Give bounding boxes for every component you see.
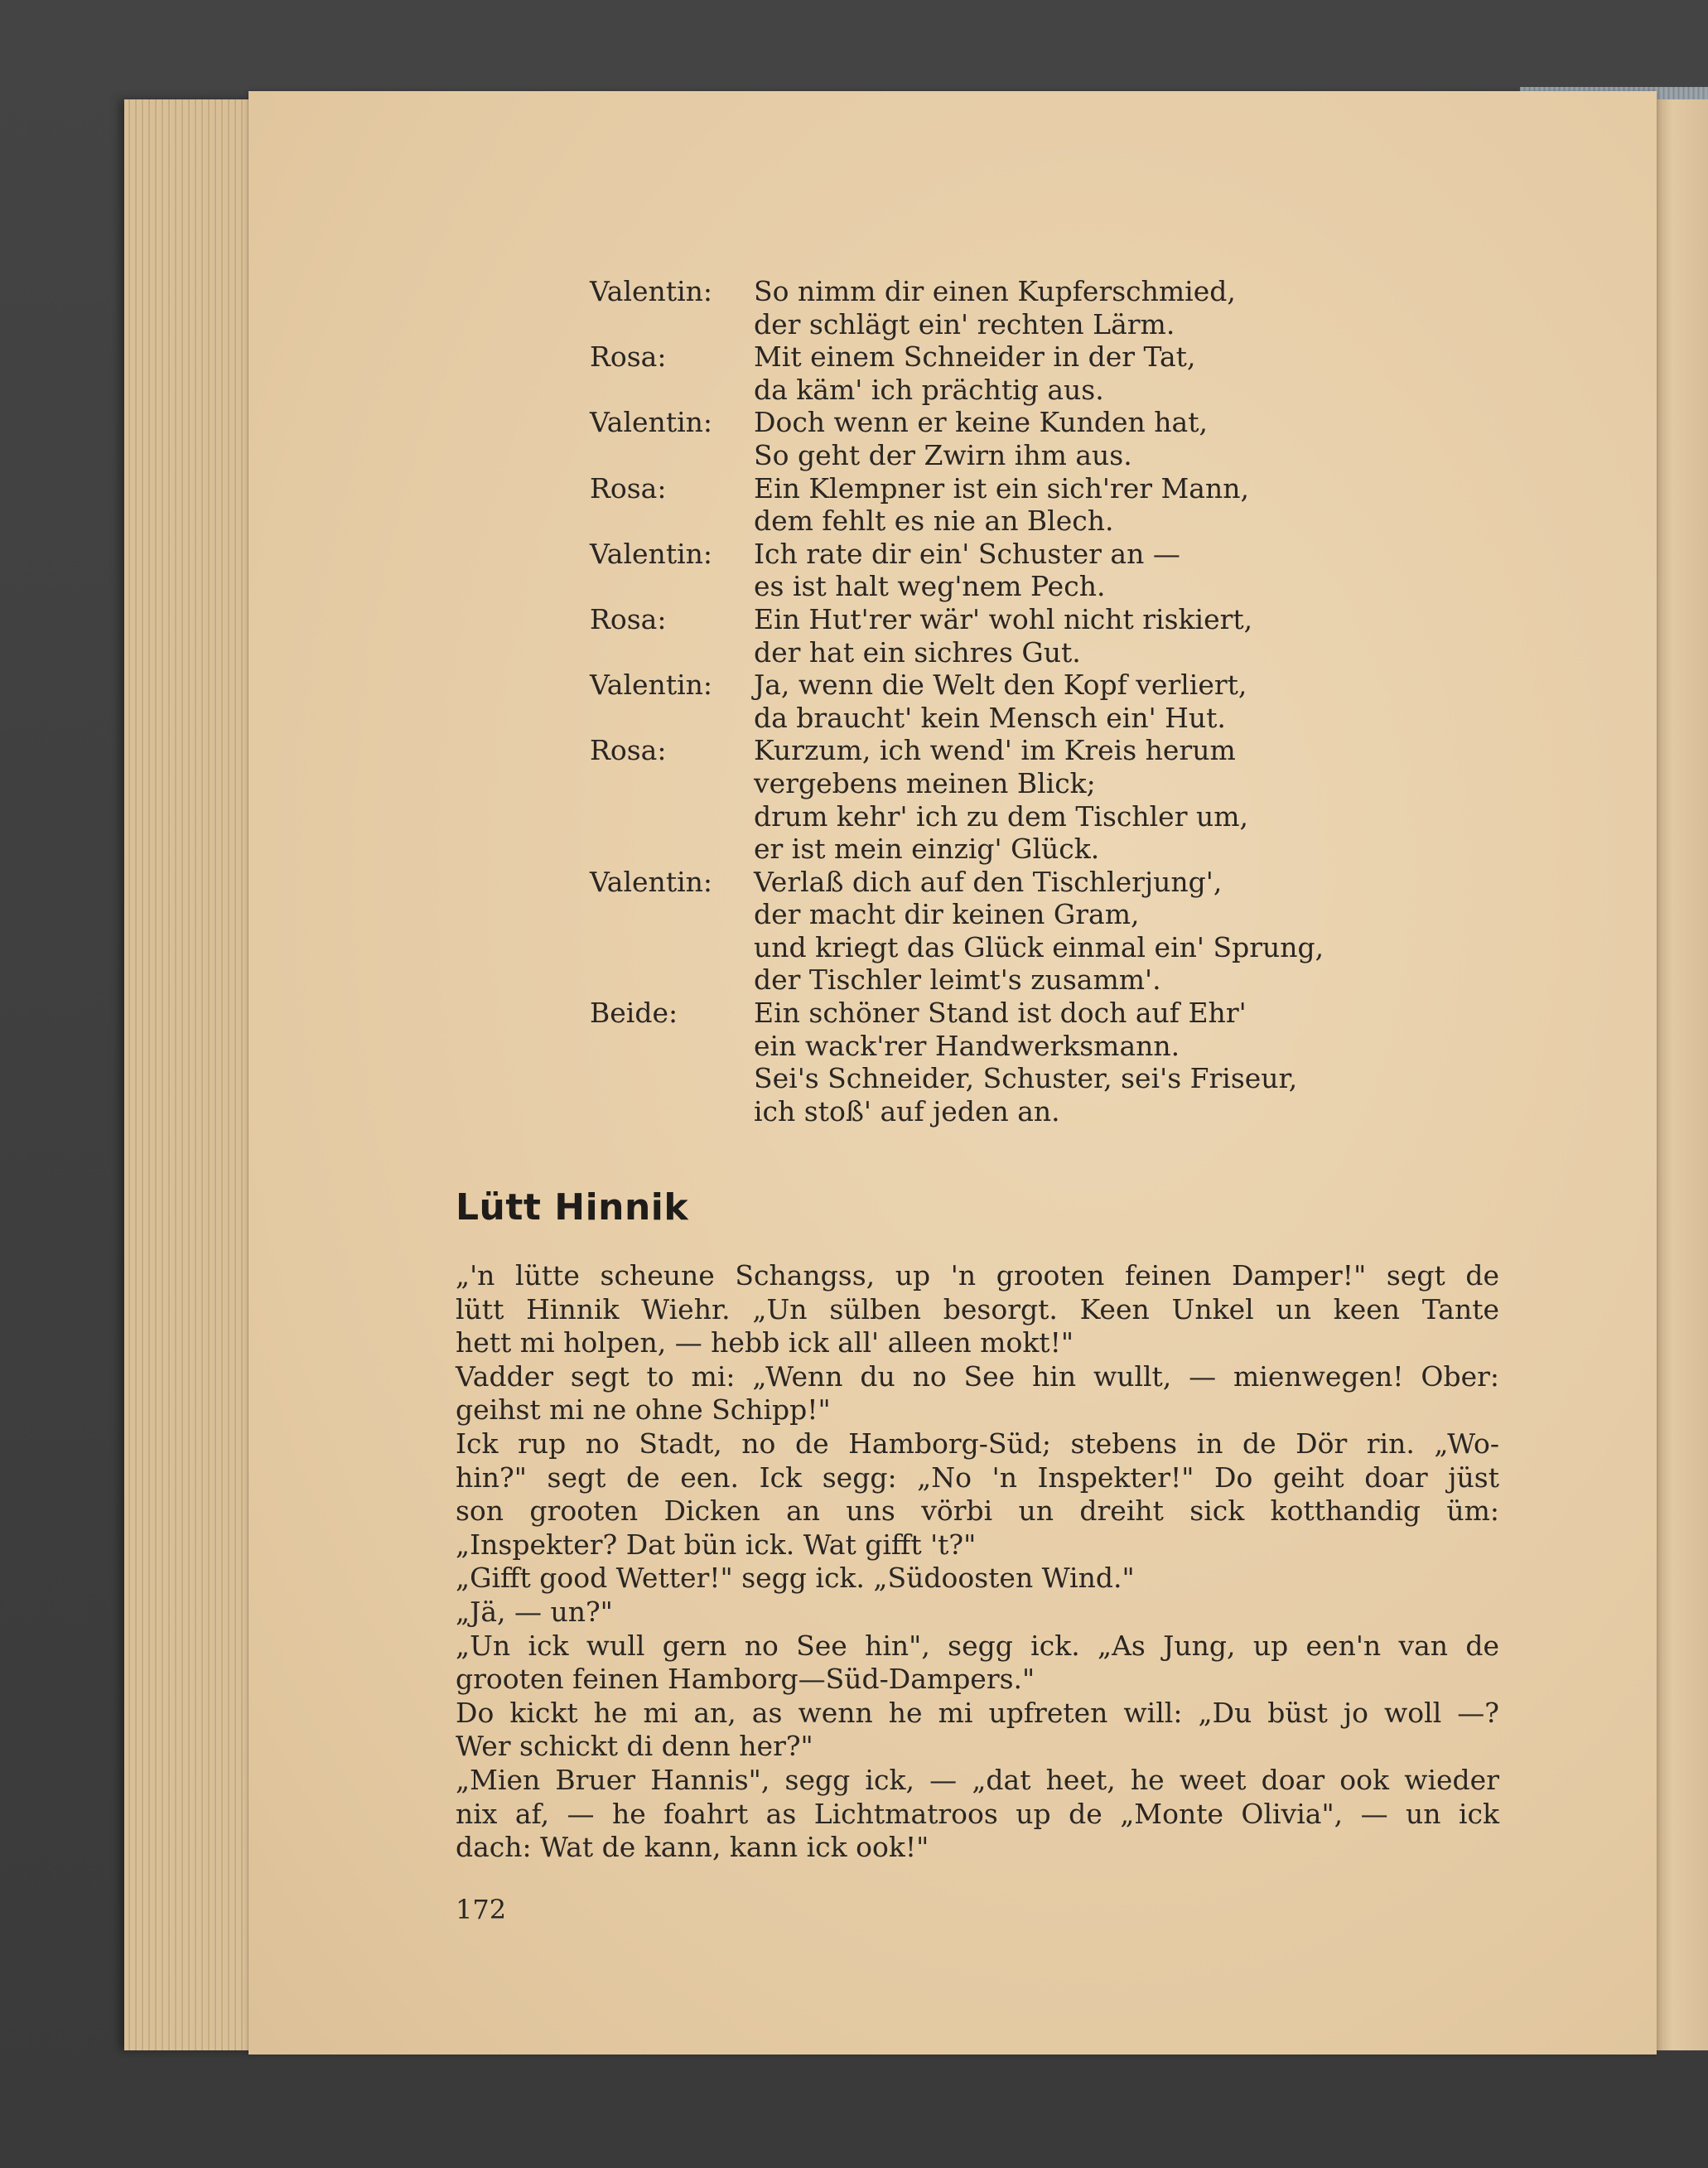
prose-line: „Jä, — un?" bbox=[456, 1595, 613, 1628]
verse-line bbox=[590, 439, 1501, 472]
verse-text: der schlägt ein' rechten Lärm. bbox=[754, 307, 1175, 340]
verse-text: der hat ein sichres Gut. bbox=[754, 635, 1081, 669]
prose-line: hett mi holpen, — hebb ick all' alleen mokt!" bbox=[456, 1326, 1074, 1359]
speaker-name: Valentin: bbox=[590, 865, 713, 898]
prose-line: „Gifft good Wetter!" segg ick. „Südoosten Wind." bbox=[456, 1562, 1135, 1595]
verse-text: Ein Klempner ist ein sich'rer Mann, bbox=[754, 471, 1249, 505]
verse-text: vergebens meinen Blick; bbox=[754, 766, 1096, 799]
verse-line bbox=[590, 472, 1501, 505]
verse-text: Mit einem Schneider in der Tat, bbox=[754, 340, 1196, 374]
verse-text: Verlaß dich auf den Tischlerjung', bbox=[754, 865, 1223, 898]
speaker-name: Valentin: bbox=[590, 669, 713, 702]
verse-text: Sei's Schneider, Schuster, sei's Friseur, bbox=[754, 1062, 1298, 1095]
verse-text: Ein schöner Stand ist doch auf Ehr' bbox=[754, 997, 1247, 1030]
prose-line: Do kickt he mi an, as wenn he mi upfreten will: „Du büst jo woll —? bbox=[456, 1696, 1499, 1729]
verse-text: Kurzum, ich wend' im Kreis herum bbox=[754, 734, 1236, 767]
verse-line bbox=[590, 669, 1501, 702]
speaker-name: Valentin: bbox=[590, 406, 713, 439]
verse-line bbox=[590, 734, 1501, 767]
verse-line bbox=[590, 866, 1501, 899]
verse-text: Ich rate dir ein' Schuster an — bbox=[754, 537, 1180, 570]
speaker-name bbox=[590, 1062, 754, 1095]
verse-line bbox=[590, 374, 1501, 407]
speaker-name bbox=[590, 439, 754, 472]
verse-line bbox=[590, 767, 1501, 800]
speaker-name: Rosa: bbox=[590, 471, 667, 505]
verse-line bbox=[590, 1095, 1501, 1128]
prose-line: Vadder segt to mi: „Wenn du no See hin wullt, — mienwegen! Ober: bbox=[456, 1359, 1499, 1393]
speaker-name bbox=[590, 1095, 754, 1128]
speaker-name bbox=[590, 570, 754, 603]
speaker-name bbox=[590, 374, 754, 407]
prose-line: lütt Hinnik Wiehr. „Un sülben besorgt. Keen Unkel un keen Tante bbox=[456, 1292, 1499, 1325]
speaker-name bbox=[590, 636, 754, 669]
verse-text: So nimm dir einen Kupferschmied, bbox=[754, 275, 1236, 307]
verse-text: und kriegt das Glück einmal ein' Sprung, bbox=[754, 930, 1324, 963]
prose-block bbox=[456, 1259, 1499, 1865]
prose-line: „Mien Bruer Hannis", segg ick, — „dat heet, he weet doar ook wieder bbox=[456, 1763, 1499, 1796]
verse-line bbox=[590, 898, 1501, 931]
prose-line: Wer schickt di denn her?" bbox=[456, 1730, 813, 1763]
speaker-name bbox=[590, 800, 754, 833]
prose-line: dach: Wat de kann, kann ick ook!" bbox=[456, 1831, 929, 1864]
speaker-name: Rosa: bbox=[590, 340, 667, 374]
prose-line: grooten feinen Hamborg—Süd-Dampers." bbox=[456, 1663, 1035, 1696]
verse-text: da braucht' kein Mensch ein' Hut. bbox=[754, 701, 1226, 734]
speaker-name bbox=[590, 931, 754, 964]
speaker-name bbox=[590, 767, 754, 800]
prose-line: geihst mi ne ohne Schipp!" bbox=[456, 1393, 831, 1427]
prose-line: „Inspekter? Dat bün ick. Wat gifft 't?" bbox=[456, 1528, 977, 1561]
page-block-edges bbox=[124, 99, 257, 2050]
verse-text: So geht der Zwirn ihm aus. bbox=[754, 438, 1132, 471]
verse-line bbox=[590, 505, 1501, 538]
prose-line: son grooten Dicken an uns vörbi un dreiht sick kotthandig üm: bbox=[456, 1494, 1499, 1528]
prose-line: „Un ick wull gern no See hin", segg ick. „As Jung, up een'n van de bbox=[456, 1629, 1499, 1662]
verse-line bbox=[590, 1030, 1501, 1063]
speaker-name: Beide: bbox=[590, 997, 678, 1030]
verse-text: ich stoß' auf jeden an. bbox=[754, 1094, 1060, 1127]
verse-line bbox=[590, 833, 1501, 866]
speaker-name bbox=[590, 963, 754, 997]
verse-line bbox=[590, 570, 1501, 603]
verse-line bbox=[590, 340, 1501, 374]
verse-line bbox=[590, 538, 1501, 571]
verse-text: es ist halt weg'nem Pech. bbox=[754, 570, 1106, 603]
verse-text: Ein Hut'rer wär' wohl nicht riskiert, bbox=[754, 602, 1253, 635]
verse-line bbox=[590, 800, 1501, 833]
verse-text: er ist mein einzig' Glück. bbox=[754, 833, 1100, 866]
speaker-name bbox=[590, 505, 754, 538]
verse-text: Ja, wenn die Welt den Kopf verliert, bbox=[754, 669, 1247, 702]
verse-text: da käm' ich prächtig aus. bbox=[754, 373, 1104, 406]
prose-line: hin?" segt de een. Ick segg: „No 'n Inspekter!" Do geiht doar jüst bbox=[456, 1461, 1499, 1494]
verse-line bbox=[590, 275, 1501, 308]
verse-text: der macht dir keinen Gram, bbox=[754, 898, 1140, 931]
verse-text: drum kehr' ich zu dem Tischler um, bbox=[754, 799, 1249, 833]
verse-line bbox=[590, 603, 1501, 636]
speaker-name bbox=[590, 308, 754, 341]
verse-block bbox=[590, 275, 1501, 1127]
prose-line: „'n lütte scheune Schangss, up 'n grooten feinen Damper!" segt de bbox=[456, 1259, 1499, 1292]
verse-line bbox=[590, 963, 1501, 997]
speaker-name bbox=[590, 833, 754, 866]
speaker-name: Valentin: bbox=[590, 537, 713, 570]
verse-line bbox=[590, 406, 1501, 439]
speaker-name bbox=[590, 1030, 754, 1063]
verse-text: der Tischler leimt's zusamm'. bbox=[754, 963, 1161, 997]
speaker-name: Rosa: bbox=[590, 734, 667, 767]
speaker-name bbox=[590, 898, 754, 931]
page-number: 172 bbox=[456, 1894, 507, 1925]
prose-line: Ick rup no Stadt, no de Hamborg-Süd; stebens in de Dör rin. „Wo- bbox=[456, 1427, 1499, 1460]
verse-text: Doch wenn er keine Kunden hat, bbox=[754, 406, 1208, 439]
verse-line bbox=[590, 702, 1501, 735]
facing-page-edge bbox=[1648, 99, 1708, 2050]
verse-text: ein wack'rer Handwerksmann. bbox=[754, 1029, 1180, 1062]
prose-line: nix af, — he foahrt as Lichtmatroos up de „Monte Olivia", — un ick bbox=[456, 1797, 1499, 1830]
speaker-name: Rosa: bbox=[590, 602, 667, 635]
verse-line bbox=[590, 1062, 1501, 1095]
verse-line bbox=[590, 636, 1501, 669]
speaker-name: Valentin: bbox=[590, 275, 713, 307]
speaker-name bbox=[590, 702, 754, 735]
verse-line bbox=[590, 308, 1501, 341]
verse-line bbox=[590, 997, 1501, 1030]
verse-line bbox=[590, 931, 1501, 964]
section-title: Lütt Hinnik bbox=[456, 1186, 689, 1229]
verse-text: dem fehlt es nie an Blech. bbox=[754, 505, 1114, 538]
